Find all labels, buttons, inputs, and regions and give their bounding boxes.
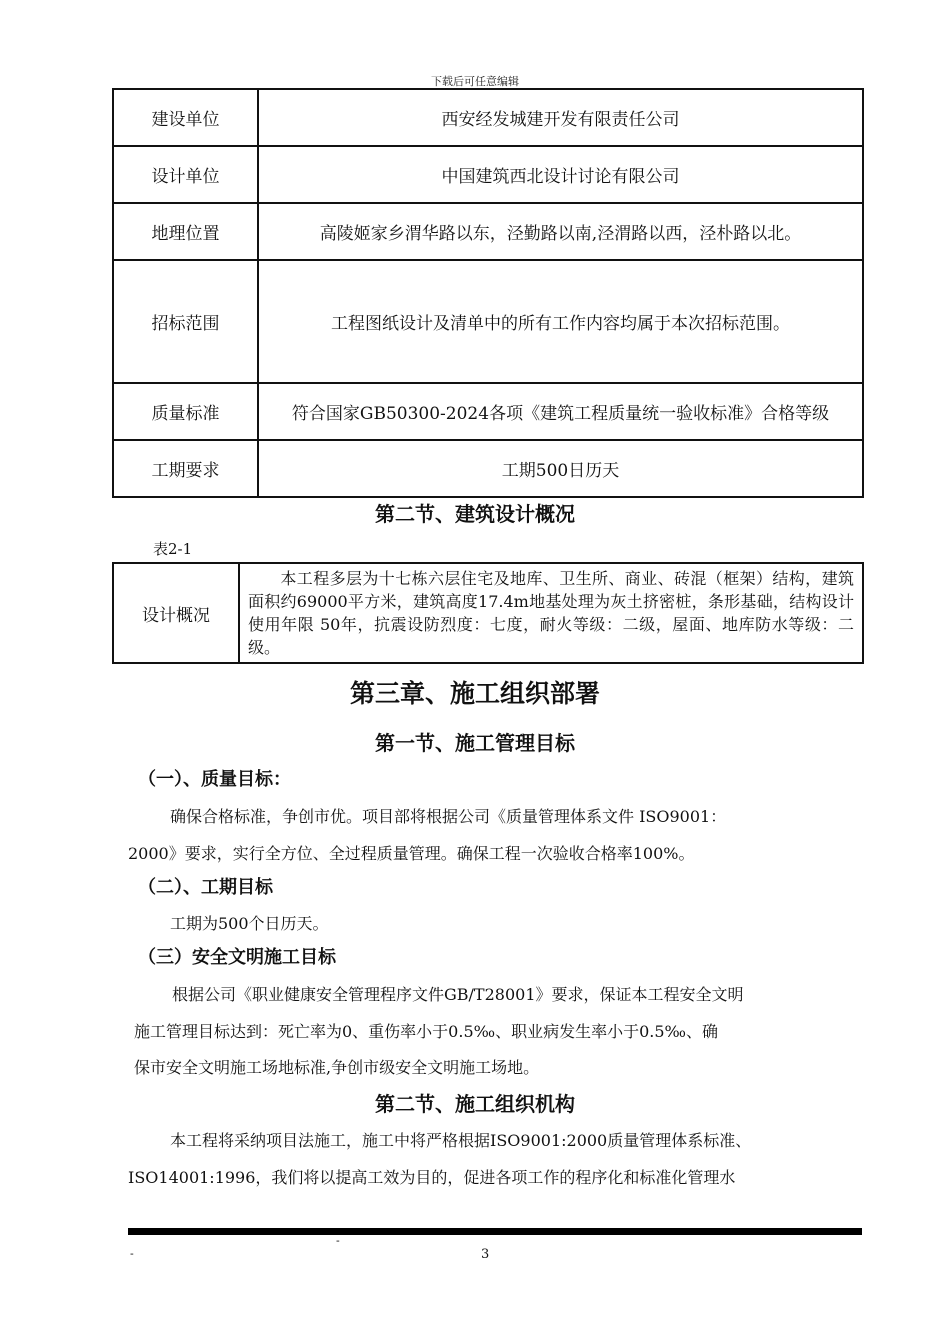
row-value: 中国建筑西北设计讨论有限公司	[258, 146, 863, 203]
table-row	[113, 383, 863, 440]
row-label: 设计单位	[113, 146, 258, 203]
quality-line-2: 2000》要求，实行全方位、全过程质量管理。确保工程一次验收合格率100%。	[128, 844, 695, 863]
footer-left-dash: -	[130, 1247, 134, 1260]
row-label: 质量标准	[113, 383, 258, 440]
row-value: 工程图纸设计及清单中的所有工作内容均属于本次招标范围。	[258, 260, 863, 383]
table-row	[113, 203, 863, 260]
row-label: 工期要求	[113, 440, 258, 497]
header-note: 下载后可任意编辑	[431, 75, 519, 88]
row-value: 高陵姬家乡渭华路以东，泾勤路以南,泾渭路以西，泾朴路以北。	[258, 203, 863, 260]
row-label: 招标范围	[113, 260, 258, 383]
safety-line-3: 保市安全文明施工场地标准,争创市级安全文明施工场地。	[134, 1058, 540, 1077]
section-title-design-overview: 第二节、建筑设计概况	[375, 502, 575, 526]
schedule-heading: （二）、工期目标	[138, 877, 273, 898]
page-number: 3	[481, 1247, 490, 1262]
table-row	[113, 260, 863, 383]
row-label: 建设单位	[113, 89, 258, 146]
table-row	[113, 146, 863, 203]
footer-mid-dash: -	[336, 1234, 340, 1247]
design-overview-table	[112, 562, 864, 664]
design-label: 设计概况	[113, 563, 239, 663]
footer-rule	[128, 1228, 862, 1235]
org-line-2: ISO14001:1996，我们将以提高工效为目的，促进各项工作的程序化和标准化管理水	[128, 1168, 736, 1187]
section-title-management-goals: 第一节、施工管理目标	[375, 731, 575, 755]
row-value: 工期500日历天	[258, 440, 863, 497]
safety-heading: （三）安全文明施工目标	[138, 947, 336, 968]
design-text-body: 本工程多层为十七栋六层住宅及地库、卫生所、商业、砖混（框架）结构，建筑面积约69000平方米，建筑高度17.4m地基处理为灰土挤密桩，条形基础，结构设计使用年限 50年，抗震设防烈度：七度，耐火等级：二级，屋面、地库防水等级：二级。	[248, 568, 854, 657]
schedule-line-1: 工期为500个日历天。	[170, 914, 329, 933]
safety-line-2: 施工管理目标达到：死亡率为0、重伤率小于0.5‰、职业病发生率小于0.5‰、确	[134, 1022, 719, 1041]
row-label: 地理位置	[113, 203, 258, 260]
table-caption: 表2-1	[153, 540, 193, 558]
table-row	[113, 440, 863, 497]
org-line-1: 本工程将采纳项目法施工，施工中将严格根据ISO9001:2000质量管理体系标准、	[170, 1131, 752, 1150]
chapter-title: 第三章、施工组织部署	[349, 679, 600, 708]
project-info-table	[112, 88, 864, 498]
section-title-organization: 第二节、施工组织机构	[375, 1092, 575, 1116]
table-row	[113, 89, 863, 146]
design-text	[239, 563, 863, 663]
row-value: 西安经发城建开发有限责任公司	[258, 89, 863, 146]
table-row	[113, 563, 863, 663]
row-value: 符合国家GB50300-2024各项《建筑工程质量统一验收标准》合格等级	[258, 383, 863, 440]
quality-heading: （一）、质量目标：	[138, 769, 291, 790]
safety-line-1: 根据公司《职业健康安全管理程序文件GB/T28001》要求，保证本工程安全文明	[172, 985, 744, 1004]
quality-line-1: 确保合格标准，争创市优。项目部将根据公司《质量管理体系文件 ISO9001：	[170, 807, 727, 826]
